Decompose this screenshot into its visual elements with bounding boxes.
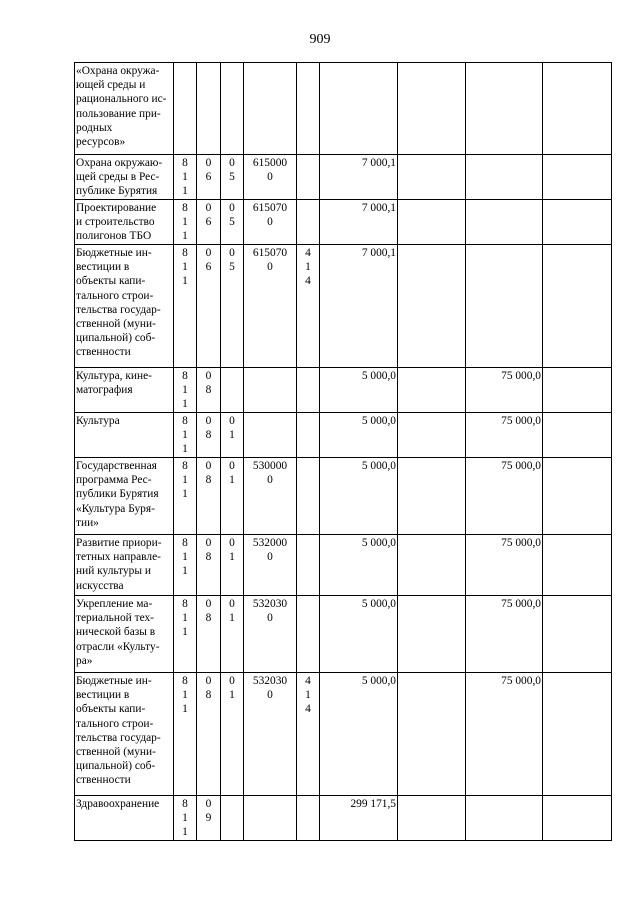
ved-code (174, 413, 197, 458)
row-name (75, 673, 174, 796)
row-name (75, 200, 174, 245)
amount-2 (398, 413, 466, 458)
podrazdel-code (221, 245, 244, 368)
target-article-code-line: 0 (267, 171, 273, 184)
row-name-line: Бюджетные ин- (76, 247, 152, 259)
ved-code-value: 811 (182, 675, 188, 716)
razdel-code (197, 245, 221, 368)
amount-1: 5 000,0 (320, 458, 398, 535)
target-article-code-line: 0 (267, 474, 273, 487)
target-article-code (244, 673, 297, 796)
row-name-line: щей среды в Рес- (76, 171, 160, 184)
row-name-line: вестиции в (76, 689, 130, 702)
row-name (75, 63, 174, 155)
row-name-line: Бюджетные ин- (76, 675, 152, 687)
row-name-line: публики Бурятия (76, 488, 159, 501)
amount-4 (543, 368, 612, 413)
row-name (75, 155, 174, 200)
ved-code-value: 811 (182, 370, 188, 411)
podrazdel-code-value: 01 (229, 598, 235, 625)
row-name-line: программа Рес- (76, 474, 152, 487)
expense-type-code (297, 155, 320, 200)
target-article-code-line: 615070 (252, 202, 288, 214)
target-article-code (244, 413, 297, 458)
expense-type-code (297, 245, 320, 368)
target-article-code (244, 535, 297, 596)
ved-code (174, 458, 197, 535)
expense-type-code (297, 200, 320, 245)
podrazdel-code (221, 673, 244, 796)
razdel-code-value: 09 (205, 798, 212, 825)
razdel-code (197, 673, 221, 796)
ved-code (174, 245, 197, 368)
amount-2 (398, 596, 466, 673)
expense-type-code (297, 413, 320, 458)
amount-1: 5 000,0 (320, 368, 398, 413)
amount-3: 75 000,0 (466, 673, 543, 796)
amount-3 (466, 200, 543, 245)
podrazdel-code (221, 413, 244, 458)
amount-4 (543, 413, 612, 458)
table-row (75, 413, 612, 458)
ved-code (174, 155, 197, 200)
row-name-line: ний культуры и (76, 565, 151, 578)
row-name-line: ресурсов» (76, 136, 126, 149)
table-row (75, 796, 612, 841)
amount-1 (320, 63, 398, 155)
row-name-line: ственной (муни- (76, 746, 156, 759)
ved-code-value: 811 (182, 598, 188, 639)
razdel-code (197, 535, 221, 596)
target-article-code-line: 0 (267, 261, 273, 274)
razdel-code (197, 155, 221, 200)
amount-2 (398, 200, 466, 245)
amount-2 (398, 673, 466, 796)
row-name-line: «Охрана окружа- (76, 65, 160, 77)
row-name (75, 796, 174, 841)
podrazdel-code (221, 155, 244, 200)
row-name-line: тельства государ- (76, 303, 161, 316)
row-name-line: Государственная (76, 460, 157, 472)
podrazdel-code (221, 796, 244, 841)
amount-3 (466, 155, 543, 200)
razdel-code-value: 06 (205, 202, 212, 229)
ved-code-value: 811 (182, 415, 188, 456)
row-name-line: искусства (76, 579, 124, 592)
podrazdel-code (221, 596, 244, 673)
target-article-code-line: 0 (267, 612, 273, 625)
amount-1: 5 000,0 (320, 535, 398, 596)
table-row (75, 200, 612, 245)
podrazdel-code (221, 368, 244, 413)
row-name-line: матография (76, 384, 133, 397)
amount-2 (398, 155, 466, 200)
amount-4 (543, 796, 612, 841)
table-row (75, 673, 612, 796)
razdel-code-value: 08 (205, 370, 212, 397)
ved-code (174, 535, 197, 596)
razdel-code (197, 596, 221, 673)
row-name-line: объекты капи- (76, 275, 146, 288)
row-name-line: и строительство (76, 216, 155, 229)
razdel-code (197, 796, 221, 841)
razdel-code-value: 06 (205, 247, 212, 274)
amount-4 (543, 155, 612, 200)
podrazdel-code-value: 01 (229, 537, 235, 564)
target-article-code-line: 532030 (252, 675, 288, 687)
target-article-code (244, 63, 297, 155)
amount-1: 7 000,1 (320, 200, 398, 245)
row-name-line: полигонов ТБО (76, 230, 152, 243)
table-row (75, 368, 612, 413)
row-name-line: объекты капи- (76, 703, 146, 716)
amount-2 (398, 63, 466, 155)
podrazdel-code-value: 05 (229, 202, 235, 229)
row-name (75, 535, 174, 596)
target-article-code-line: 0 (267, 689, 273, 702)
row-name-line: тии» (76, 516, 99, 529)
row-name-line: Здравоохранение (76, 798, 160, 810)
expense-type-code (297, 596, 320, 673)
table-row (75, 155, 612, 200)
amount-3 (466, 63, 543, 155)
ved-code (174, 796, 197, 841)
table-row (75, 63, 612, 155)
expense-type-code (297, 796, 320, 841)
amount-3 (466, 245, 543, 368)
expense-type-code (297, 368, 320, 413)
target-article-code-line: 615070 (252, 247, 288, 259)
row-name (75, 596, 174, 673)
amount-4 (543, 200, 612, 245)
podrazdel-code-value: 05 (229, 157, 235, 184)
row-name-line: рационального ис- (76, 93, 167, 106)
target-article-code (244, 796, 297, 841)
razdel-code (197, 413, 221, 458)
target-article-code (244, 458, 297, 535)
amount-3: 75 000,0 (466, 596, 543, 673)
expense-type-code-value: 414 (305, 675, 311, 716)
amount-3: 75 000,0 (466, 535, 543, 596)
razdel-code-value: 08 (205, 415, 212, 442)
amount-4 (543, 596, 612, 673)
row-name-line: ра» (76, 654, 93, 667)
row-name-line: тельства государ- (76, 731, 161, 744)
target-article-code (244, 245, 297, 368)
amount-2 (398, 796, 466, 841)
amount-2 (398, 535, 466, 596)
target-article-code-line: 0 (267, 551, 273, 564)
amount-1: 5 000,0 (320, 413, 398, 458)
amount-4 (543, 458, 612, 535)
amount-2 (398, 368, 466, 413)
ved-code (174, 200, 197, 245)
amount-1: 7 000,1 (320, 155, 398, 200)
row-name-line: пользование при- (76, 107, 161, 120)
row-name (75, 413, 174, 458)
target-article-code (244, 368, 297, 413)
row-name-line: вестиции в (76, 261, 130, 274)
razdel-code (197, 458, 221, 535)
expense-type-code (297, 673, 320, 796)
row-name-line: териальной тех- (76, 612, 154, 625)
row-name-line: Культура, кине- (76, 370, 152, 382)
amount-4 (543, 673, 612, 796)
podrazdel-code-value: 01 (229, 460, 235, 487)
row-name-line: Охрана окружаю- (76, 157, 163, 169)
target-article-code-line: 532000 (252, 537, 288, 549)
amount-1: 7 000,1 (320, 245, 398, 368)
budget-table (74, 62, 612, 841)
amount-1: 299 171,5 (320, 796, 398, 841)
target-article-code-line: 530000 (252, 460, 288, 472)
ved-code-value: 811 (182, 460, 188, 501)
amount-1: 5 000,0 (320, 596, 398, 673)
expense-type-code-value: 414 (305, 247, 311, 288)
row-name (75, 458, 174, 535)
ved-code (174, 368, 197, 413)
expense-type-code (297, 535, 320, 596)
row-name-line: тетных направле- (76, 551, 161, 564)
row-name-line: Развитие приори- (76, 537, 162, 549)
razdel-code (197, 200, 221, 245)
razdel-code-value: 08 (205, 598, 212, 625)
row-name-line: ципальной) соб- (76, 332, 156, 345)
razdel-code-value: 06 (205, 157, 212, 184)
razdel-code-value: 08 (205, 675, 212, 702)
page-number: 909 (309, 32, 331, 47)
amount-4 (543, 535, 612, 596)
podrazdel-code (221, 458, 244, 535)
amount-3: 75 000,0 (466, 413, 543, 458)
amount-3: 75 000,0 (466, 368, 543, 413)
row-name (75, 245, 174, 368)
target-article-code-line: 615000 (252, 157, 288, 169)
table-row (75, 535, 612, 596)
row-name-line: нической базы в (76, 626, 156, 639)
amount-3 (466, 796, 543, 841)
razdel-code-value: 08 (205, 537, 212, 564)
target-article-code-line: 532030 (252, 598, 288, 610)
row-name (75, 368, 174, 413)
amount-4 (543, 63, 612, 155)
amount-4 (543, 245, 612, 368)
podrazdel-code-value: 01 (229, 675, 235, 702)
row-name-line: «Культура Буря- (76, 502, 155, 515)
row-name-line: ципальной) соб- (76, 760, 156, 773)
row-name-line: Проектирование (76, 202, 157, 214)
amount-1: 5 000,0 (320, 673, 398, 796)
ved-code-value: 811 (182, 247, 188, 288)
row-name-line: ственности (76, 346, 131, 359)
ved-code-value: 811 (182, 157, 188, 198)
podrazdel-code (221, 535, 244, 596)
podrazdel-code (221, 63, 244, 155)
podrazdel-code (221, 200, 244, 245)
target-article-code-line: 0 (267, 216, 273, 229)
target-article-code (244, 155, 297, 200)
ved-code (174, 596, 197, 673)
table-row (75, 458, 612, 535)
amount-3: 75 000,0 (466, 458, 543, 535)
expense-type-code (297, 63, 320, 155)
ved-code-value: 811 (182, 798, 188, 839)
podrazdel-code-value: 05 (229, 247, 235, 274)
razdel-code (197, 63, 221, 155)
row-name-line: ственности (76, 774, 131, 787)
table-row (75, 596, 612, 673)
row-name-line: родных (76, 121, 113, 134)
amount-2 (398, 458, 466, 535)
row-name-line: тального строи- (76, 289, 154, 302)
expense-type-code (297, 458, 320, 535)
row-name-line: ющей среды и (76, 79, 146, 92)
ved-code (174, 63, 197, 155)
row-name-line: тального строи- (76, 717, 154, 730)
ved-code-value: 811 (182, 202, 188, 243)
row-name-line: публике Бурятия (76, 185, 158, 198)
row-name-line: отрасли «Культу- (76, 640, 160, 653)
table-row (75, 245, 612, 368)
razdel-code-value: 08 (205, 460, 212, 487)
ved-code-value: 811 (182, 537, 188, 578)
target-article-code (244, 596, 297, 673)
row-name-line: Укрепление ма- (76, 598, 153, 610)
row-name-line: Культура (76, 415, 120, 427)
target-article-code (244, 200, 297, 245)
ved-code (174, 673, 197, 796)
row-name-line: ственной (муни- (76, 318, 156, 331)
amount-2 (398, 245, 466, 368)
razdel-code (197, 368, 221, 413)
podrazdel-code-value: 01 (229, 415, 235, 442)
